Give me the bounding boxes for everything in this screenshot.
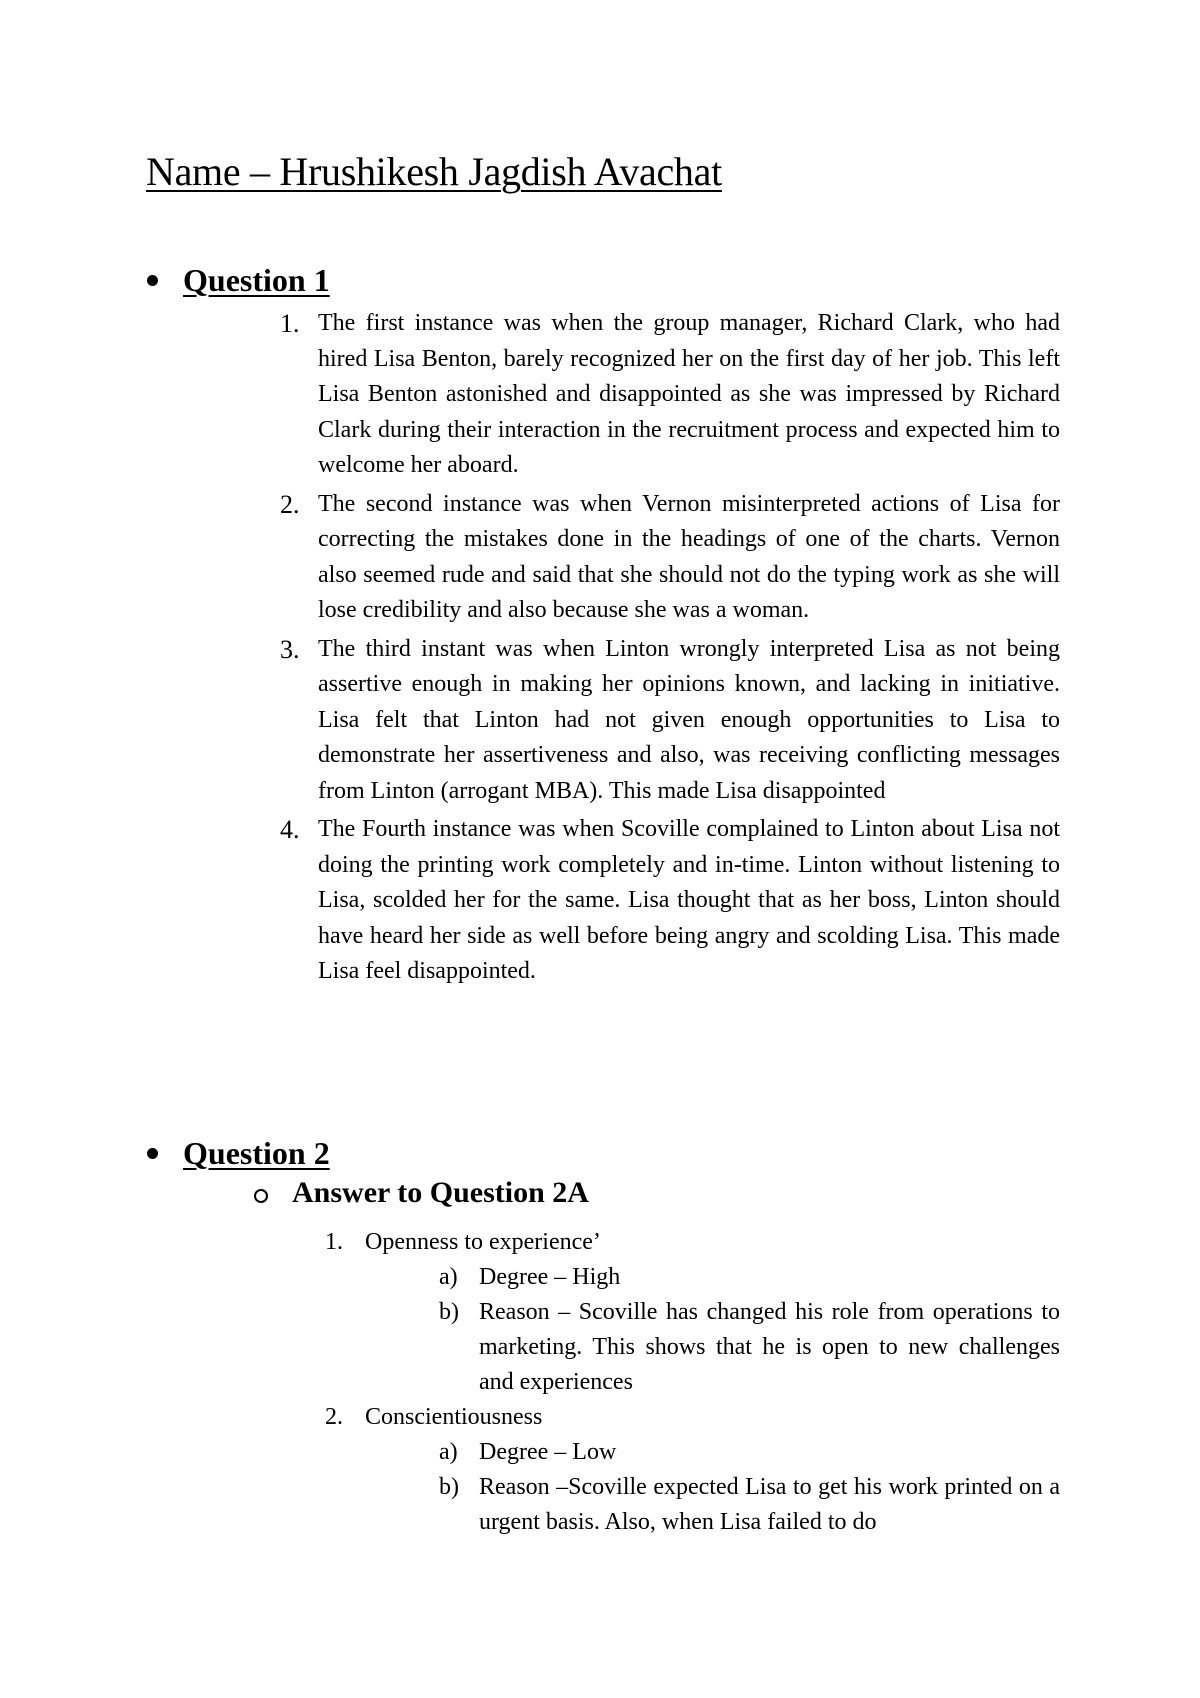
trait-name: Openness to experience’	[365, 1229, 601, 1255]
item-text: The second instance was when Vernon misinterpreted actions of Lisa for correcting the mistakes done in the headings of one of the charts. Vernon also seemed rude and said that she should not do the typing work as she will lose credibility and also because she was a woman.	[318, 490, 1060, 623]
detail-letter: b)	[439, 1474, 459, 1500]
item-number: 2.	[280, 489, 300, 519]
question-2-label: Question 2	[183, 1134, 330, 1171]
bullet-icon	[147, 275, 158, 286]
detail-letter: b)	[439, 1299, 459, 1325]
trait-detail-list	[365, 1435, 1060, 1540]
trait-detail	[365, 1295, 1060, 1400]
detail-text: Degree – Low	[479, 1439, 617, 1465]
bullet-icon	[147, 1148, 158, 1159]
question-1-label: Question 1	[183, 261, 330, 298]
trait-number: 1.	[325, 1229, 343, 1255]
name-title: Name – Hrushikesh Jagdish Avachat	[146, 149, 722, 194]
trait-detail	[365, 1470, 1060, 1540]
answer-2a-heading	[254, 1176, 589, 1210]
trait-detail	[365, 1435, 1060, 1470]
list-item	[280, 306, 1060, 484]
trait-name: Conscientiousness	[365, 1404, 543, 1430]
item-text: The first instance was when the group manager, Richard Clark, who had hired Lisa Benton, barely recognized her on the first day of her job. This left Lisa Benton astonished and disappointed as she was impressed by Richard Clark during their interaction in the recruitment process and expected him to welcome her aboard.	[318, 310, 1060, 478]
trait-list	[325, 1225, 1060, 1540]
detail-letter: a)	[439, 1439, 458, 1465]
detail-text: Reason –Scoville expected Lisa to get his work printed on a urgent basis. Also, when Lisa failed to do	[479, 1474, 1060, 1535]
trait-item	[325, 1400, 1060, 1540]
item-text: The Fourth instance was when Scoville complained to Linton about Lisa not doing the printing work completely and in-time. Linton without listening to Lisa, scolded her for the same. Lisa thought that as her boss, Linton should have heard her side as well before being angry and scolding Lisa. This made Lisa feel disappointed.	[318, 816, 1060, 984]
trait-number: 2.	[325, 1404, 343, 1430]
list-item	[280, 632, 1060, 810]
hollow-bullet-icon	[254, 1189, 268, 1203]
list-item	[280, 487, 1060, 629]
list-item	[280, 812, 1060, 990]
question-1-heading	[146, 258, 330, 302]
trait-detail	[365, 1260, 1060, 1295]
item-number: 3.	[280, 634, 300, 664]
question-2-heading	[146, 1131, 330, 1175]
detail-text: Degree – High	[479, 1264, 621, 1290]
detail-text: Reason – Scoville has changed his role from operations to marketing. This shows that he is open to new challenges and experiences	[479, 1299, 1060, 1395]
trait-detail-list	[365, 1260, 1060, 1400]
item-text: The third instant was when Linton wrongly interpreted Lisa as not being assertive enough in making her opinions known, and lacking in initiative. Lisa felt that Linton had not given enough opportunities to Lisa to demonstrate her assertiveness and also, was receiving conflicting messages from Linton (arrogant MBA). This made Lisa disappointed	[318, 635, 1060, 804]
trait-item	[325, 1225, 1060, 1400]
item-number: 4.	[280, 815, 300, 844]
detail-letter: a)	[439, 1264, 458, 1290]
question-1-answer-list	[280, 306, 1060, 993]
item-number: 1.	[280, 309, 300, 338]
answer-2a-label: Answer to Question 2A	[292, 1176, 589, 1209]
